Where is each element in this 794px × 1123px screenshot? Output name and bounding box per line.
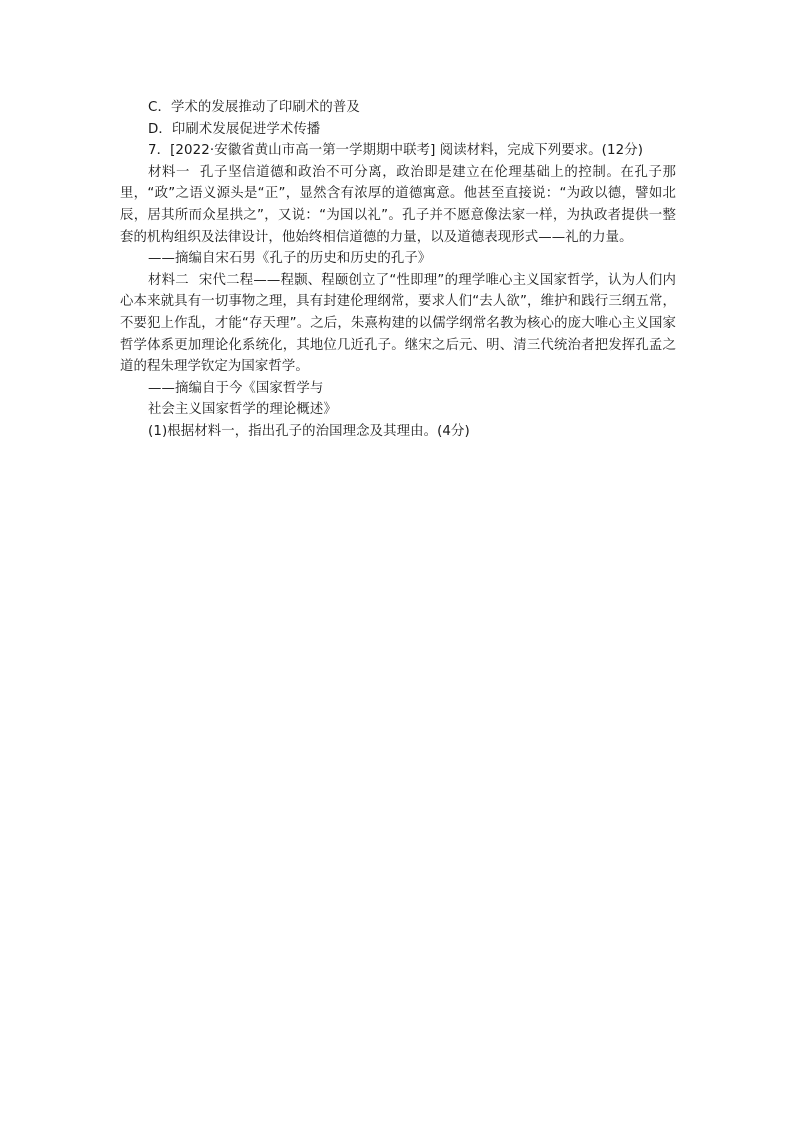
option-c: C．学术的发展推动了印刷术的普及: [148, 100, 360, 115]
material-2-text: 宋代二程——程颢、程颐创立了“性即理”的理学唯心主义国家哲学，认为人们内心本来就具有一切事物之理，具有封建伦理纲常，要求人们“去人欲”，维护和践行三纲五常，不要犯上作乱，才能“存天理”。之后，朱熹构建的以儒学纲常名教为核心的庞大唯心主义国家哲学体系更加理论化系统化，其地位几近孔子。继宋之后元、明、清三代统治者把发挥孔孟之道的程朱理学钦定为国家哲学。: [120, 272, 676, 375]
material-2: [120, 270, 676, 378]
material-2-source-line2: 社会主义国家哲学的理论概述》: [148, 402, 337, 418]
document-page: [120, 97, 676, 443]
question-7-heading: 7．[2022·安徽省黄山市高一第一学期期中联考] 阅读材料，完成下列要求。(12分): [148, 143, 644, 159]
material-1: [120, 162, 676, 248]
material-2-source-line1: ——摘编自于今《国家哲学与: [148, 380, 324, 396]
sub-question-1: (1)根据材料一，指出孔子的治国理念及其理由。(4分): [148, 423, 470, 439]
material-1-text: 孔子坚信道德和政治不可分离，政治即是建立在伦理基础上的控制。在孔子那里，“政”之语义源头是“正”，显然含有浓厚的道德寓意。他甚至直接说：“为政以德，譬如北辰，居其所而众星拱之”，又说：“为国以礼”。孔子并不愿意像法家一样，为执政者提供一整套的机构组织及法律设计，他始终相信道德的力量，以及道德表现形式——礼的力量。: [120, 164, 676, 245]
material-2-label: 材料二: [148, 272, 189, 288]
option-d: D．印刷术发展促进学术传播: [148, 121, 321, 137]
material-1-label: 材料一: [148, 164, 191, 180]
material-1-source: ——摘编自宋石男《孔子的历史和历史的孔子》: [148, 251, 432, 267]
